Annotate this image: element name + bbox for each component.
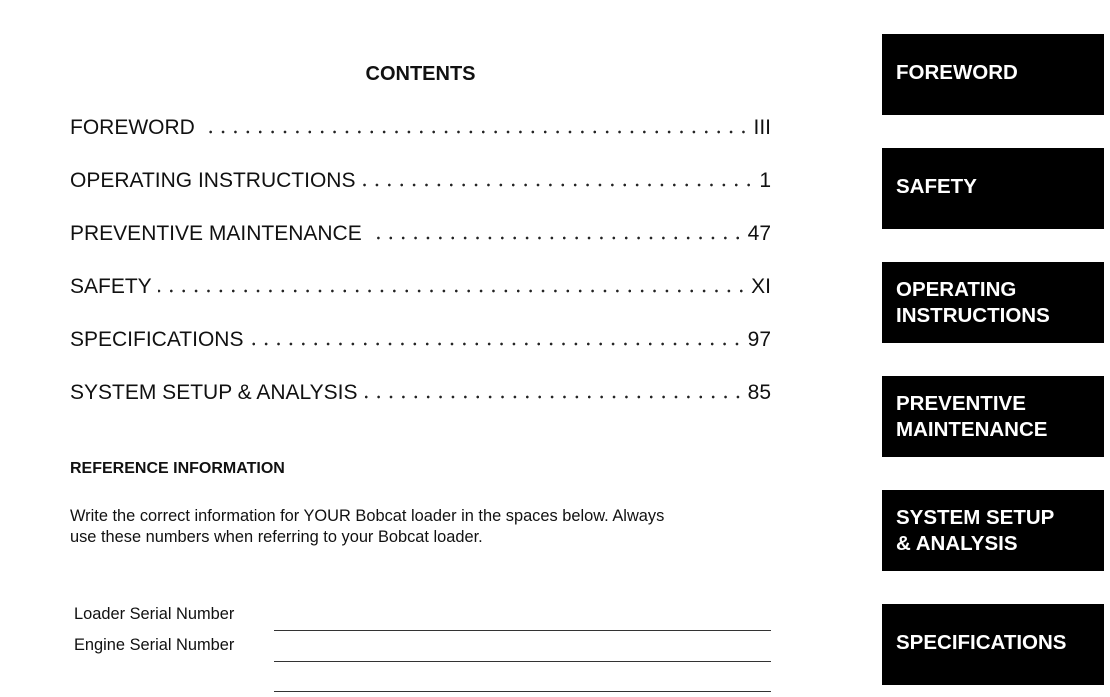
toc-page: 97	[747, 328, 771, 351]
toc-label: SAFETY	[70, 275, 152, 298]
extra-field[interactable]	[274, 691, 771, 692]
dot-leader	[249, 342, 743, 346]
toc-page: 85	[747, 381, 771, 404]
dot-leader	[201, 130, 750, 134]
toc-entry-safety[interactable]	[70, 275, 771, 328]
engine-serial-field[interactable]	[274, 661, 771, 662]
tab-label: MAINTENANCE	[896, 418, 1048, 441]
dot-leader	[158, 289, 747, 293]
table-of-contents	[70, 116, 771, 434]
toc-page: XI	[751, 275, 771, 298]
loader-serial-field[interactable]	[274, 630, 771, 631]
toc-entry-preventive-maintenance[interactable]	[70, 222, 771, 275]
toc-label: SYSTEM SETUP & ANALYSIS	[70, 381, 358, 404]
engine-serial-label: Engine Serial Number	[74, 636, 235, 654]
toc-page: 1	[759, 169, 771, 192]
reference-instructions	[70, 506, 775, 548]
contents-title: CONTENTS	[365, 63, 476, 85]
toc-label: FOREWORD	[70, 116, 195, 139]
toc-entry-foreword[interactable]	[70, 116, 771, 169]
tab-operating-instructions[interactable]	[882, 262, 1104, 343]
toc-page: 47	[747, 222, 771, 245]
tab-foreword[interactable]	[882, 34, 1104, 115]
toc-entry-specifications[interactable]	[70, 328, 771, 381]
tab-label: SYSTEM SETUP	[896, 506, 1055, 529]
tab-preventive-maintenance[interactable]	[882, 376, 1104, 457]
toc-page: III	[753, 116, 771, 139]
tab-safety[interactable]	[882, 148, 1104, 229]
tab-label: INSTRUCTIONS	[896, 304, 1050, 327]
dot-leader	[368, 236, 744, 240]
toc-label: SPECIFICATIONS	[70, 328, 244, 351]
tab-label: & ANALYSIS	[896, 532, 1018, 555]
tab-label: FOREWORD	[896, 61, 1018, 84]
toc-label: PREVENTIVE MAINTENANCE	[70, 222, 362, 245]
reference-text-line: Write the correct information for YOUR Bobcat loader in the spaces below. Always	[70, 507, 665, 525]
tab-label: SAFETY	[896, 175, 977, 198]
tab-label: OPERATING	[896, 278, 1017, 301]
toc-entry-operating-instructions[interactable]	[70, 169, 771, 222]
toc-entry-system-setup[interactable]	[70, 381, 771, 434]
tab-label: SPECIFICATIONS	[896, 631, 1067, 654]
tab-system-setup[interactable]	[882, 490, 1104, 571]
reference-text-line: use these numbers when referring to your Bobcat loader.	[70, 528, 483, 546]
reference-heading: REFERENCE INFORMATION	[70, 460, 285, 477]
loader-serial-label: Loader Serial Number	[74, 605, 235, 623]
dot-leader	[361, 183, 755, 187]
tab-specifications[interactable]	[882, 604, 1104, 685]
toc-label: OPERATING INSTRUCTIONS	[70, 169, 356, 192]
dot-leader	[364, 395, 744, 399]
tab-label: PREVENTIVE	[896, 392, 1026, 415]
